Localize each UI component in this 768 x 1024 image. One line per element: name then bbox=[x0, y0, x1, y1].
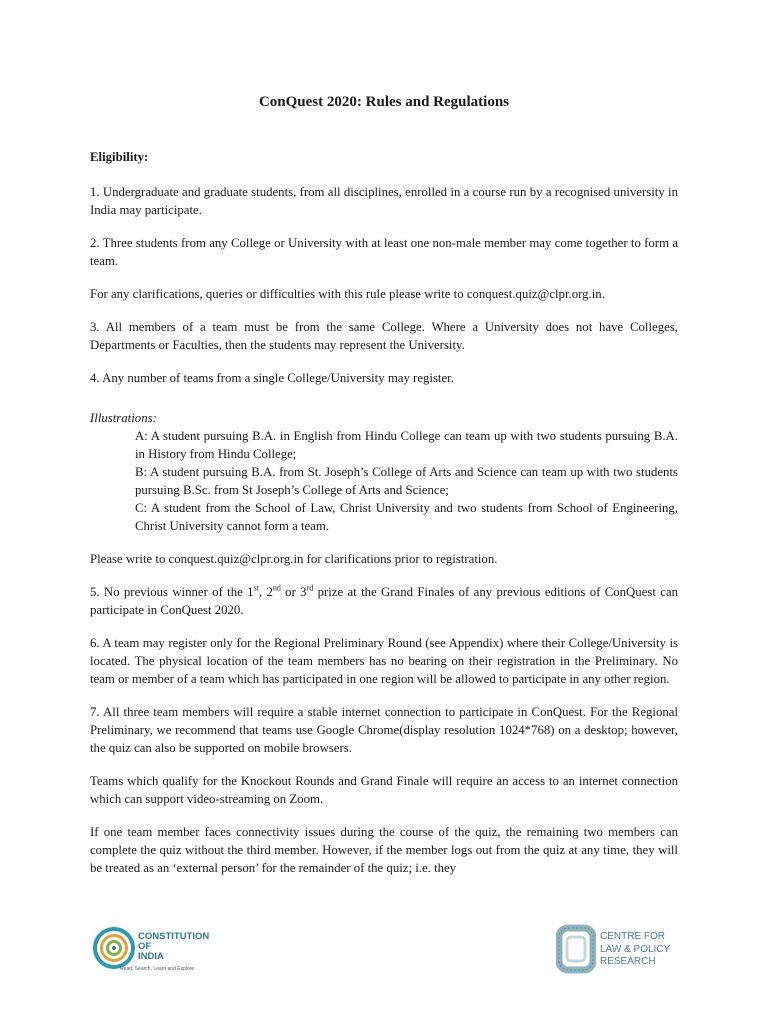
eligibility-heading: Eligibility: bbox=[90, 150, 149, 164]
registration-note: Please write to conquest.quiz@clpr.org.in for clarifications prior to registration. bbox=[90, 552, 498, 566]
clpr-emblem-icon bbox=[556, 924, 596, 974]
rule-5-part2: , 2 bbox=[258, 585, 273, 599]
concentric-circles-icon bbox=[92, 926, 136, 970]
clarification-note: For any clarifications, queries or difficulties with this rule please write to conquest.quiz@clpr.org.in. bbox=[90, 287, 605, 301]
clpr-logo-text bbox=[600, 931, 670, 969]
constitution-logo-line2: OF bbox=[138, 941, 152, 952]
rule-5 bbox=[90, 583, 678, 619]
rule-3: 3. All members of a team must be from the same College. Where a University does not have Colleges, Departments or Faculties, then the students may represent the University. bbox=[90, 320, 678, 352]
illustration-a: A: A student pursuing B.A. in English from Hindu College can team up with two students pursuing B.A. in History from Hindu College; bbox=[135, 429, 678, 461]
rule-4: 4. Any number of teams from a single College/University may register. bbox=[90, 371, 454, 385]
constitution-of-india-logo bbox=[92, 922, 232, 977]
illustrations-list bbox=[135, 427, 678, 535]
knockout-note: Teams which qualify for the Knockout Rounds and Grand Finale will require an access to an internet connection which can support video-streaming on Zoom. bbox=[90, 774, 678, 806]
constitution-logo-text bbox=[138, 932, 209, 962]
constitution-logo-line1: CONSTITUTION bbox=[138, 931, 210, 942]
rule-5-part4: prize at the Grand Finales of any previous editions of ConQuest can participate in ConQuest 2020. bbox=[90, 585, 678, 617]
clpr-logo-line2: LAW & POLICY bbox=[600, 943, 671, 955]
constitution-logo-line3: INDIA bbox=[138, 951, 164, 962]
rule-5-sup1: st bbox=[253, 583, 259, 593]
clpr-logo bbox=[556, 924, 686, 979]
rule-6: 6. A team may register only for the Regional Preliminary Round (see Appendix) where their College/University is located. The physical location of the team members has no bearing on their registration in the Preliminary. No team or member of a team which has participated in one region will be allowed to participate in any other region. bbox=[90, 636, 678, 686]
rule-2: 2. Three students from any College or University with at least one non-male member may come together to form a team. bbox=[90, 236, 678, 268]
rule-5-part3: or 3 bbox=[280, 585, 307, 599]
rule-5-part1: 5. No previous winner of the 1 bbox=[90, 585, 254, 599]
rule-5-sup3: rd bbox=[306, 583, 314, 593]
page-title: ConQuest 2020: Rules and Regulations bbox=[258, 94, 510, 110]
clpr-logo-line1: CENTRE FOR bbox=[600, 931, 665, 942]
document-body bbox=[90, 148, 678, 892]
illustration-c: C: A student from the School of Law, Christ University and two students from School of Engineering, Christ University cannot form a team. bbox=[135, 501, 678, 533]
rule-7: 7. All three team members will require a stable internet connection to participate in ConQuest. For the Regional Preliminary, we recommend that teams use Google Chrome(display resolution 1024*768) on a desktop; however, the quiz can also be supported on mobile browsers. bbox=[90, 705, 678, 755]
clpr-logo-line3: RESEARCH bbox=[600, 956, 656, 967]
constitution-logo-tagline: Read, Search, Learn and Explore bbox=[120, 966, 195, 972]
rule-5-sup2: nd bbox=[272, 583, 281, 593]
illustrations-heading: Illustrations: bbox=[90, 411, 157, 425]
rule-1: 1. Undergraduate and graduate students, from all disciplines, enrolled in a course run by a recognised university in India may participate. bbox=[90, 185, 678, 217]
connectivity-note: If one team member faces connectivity issues during the course of the quiz, the remaining two members can complete the quiz without the third member. However, if the member logs out from the quiz at any time, they will be treated as an ‘external person’ for the remainder of the quiz; i.e. they bbox=[90, 825, 678, 875]
illustration-b: B: A student pursuing B.A. from St. Joseph’s College of Arts and Science can team up with two students pursuing B.Sc. from St Joseph’s College of Arts and Science; bbox=[135, 465, 678, 497]
